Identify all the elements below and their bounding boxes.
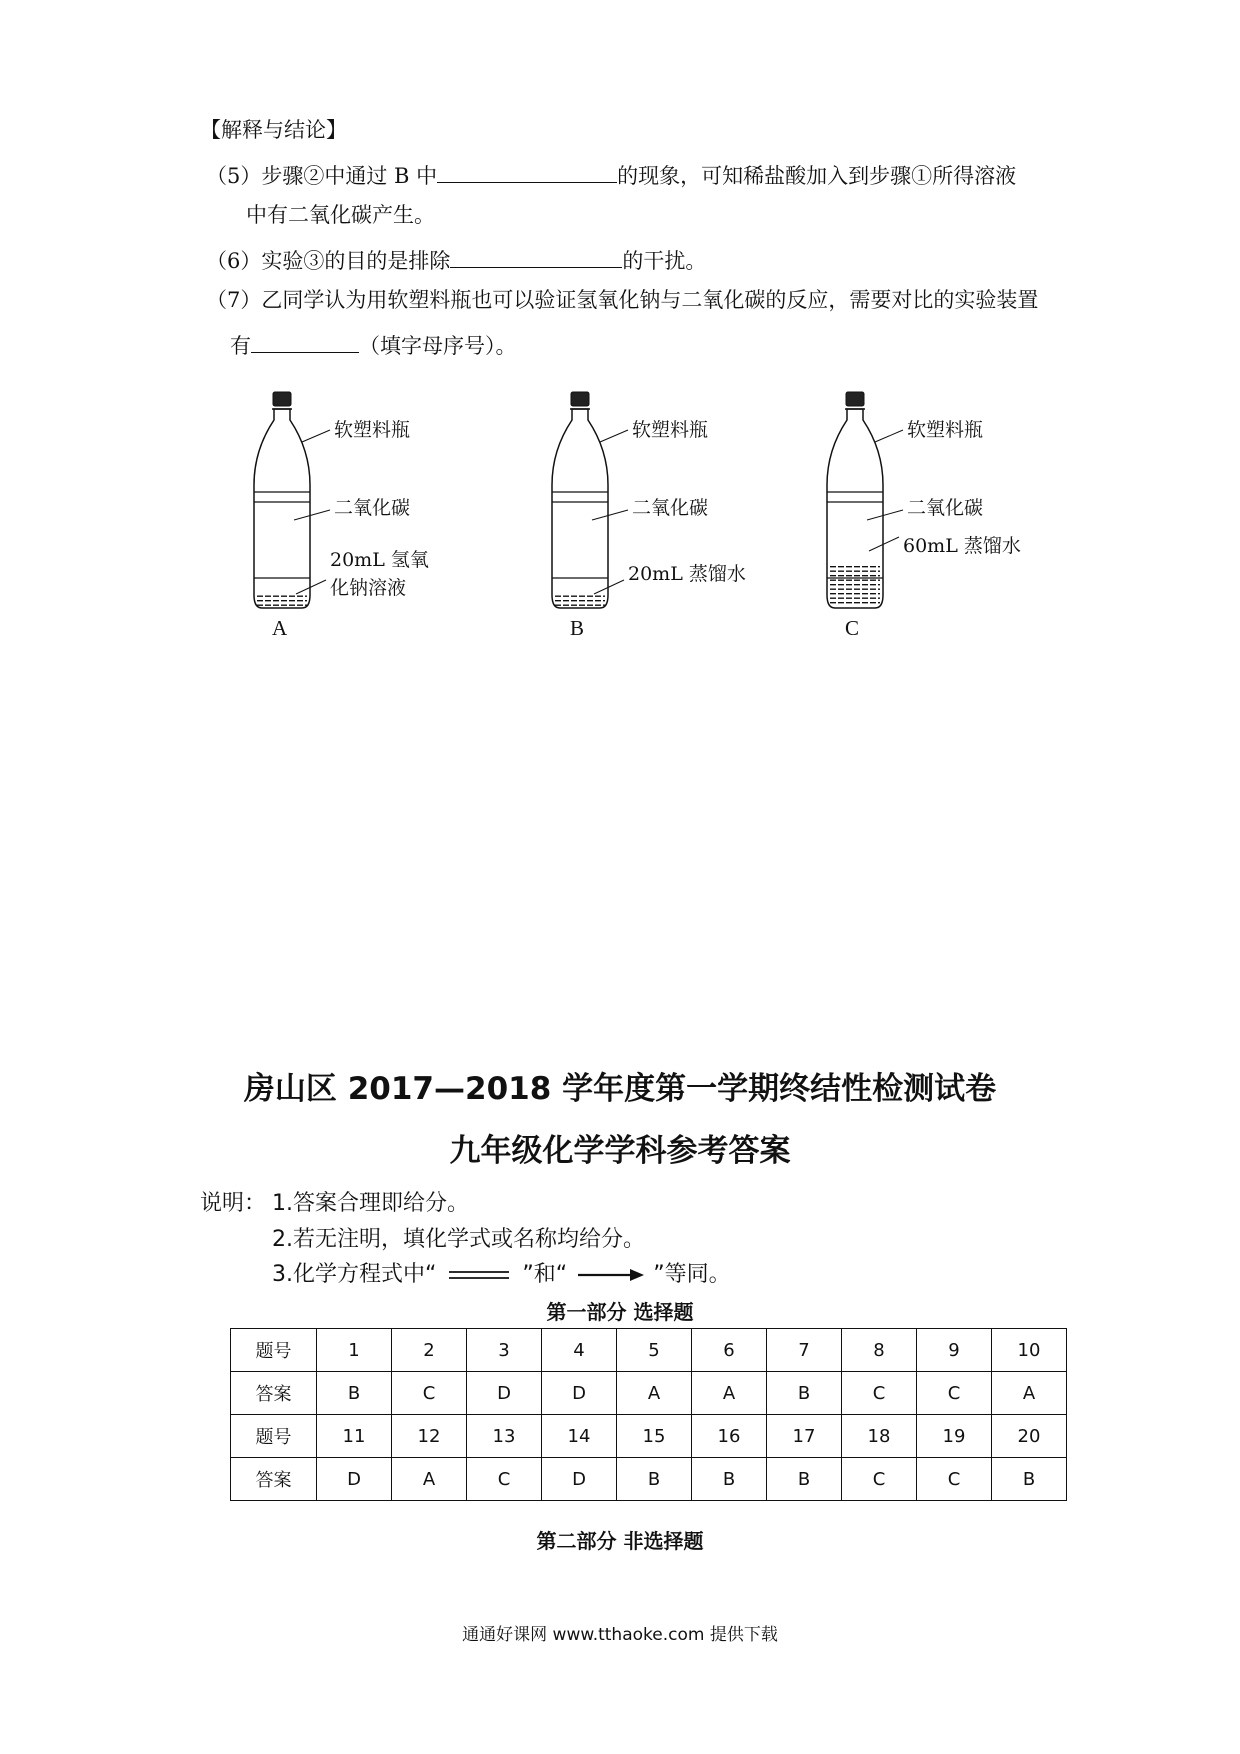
table-cell: 17	[767, 1415, 842, 1458]
table-cell: B	[692, 1458, 767, 1501]
question-6	[206, 249, 706, 272]
table-cell: D	[317, 1458, 392, 1501]
bottle-cap-icon	[273, 392, 291, 406]
leader-line	[600, 430, 628, 442]
bottle-liquid	[257, 596, 307, 605]
q6-blank[interactable]	[450, 249, 622, 268]
bottle-letter: B	[570, 616, 585, 640]
row-label-cell: 题号	[231, 1415, 317, 1458]
bottle-liquid-label: 化钠溶液	[330, 577, 407, 599]
answer-table-wrap	[230, 1328, 1067, 1501]
note-3-b: ”和“	[522, 1262, 568, 1287]
table-cell: 16	[692, 1415, 767, 1458]
table-cell: 9	[917, 1329, 992, 1372]
bottle-cap-icon	[846, 392, 864, 406]
bottle-liquid	[830, 567, 880, 603]
table-cell: 13	[467, 1415, 542, 1458]
bottle-b	[552, 392, 628, 608]
leader-line	[302, 430, 330, 442]
table-cell: 11	[317, 1415, 392, 1458]
bottle-gas-label: 二氧化碳	[632, 497, 709, 519]
table-cell: C	[467, 1458, 542, 1501]
table-cell: C	[842, 1458, 917, 1501]
table-cell: A	[692, 1372, 767, 1415]
row-label-cell: 题号	[231, 1329, 317, 1372]
table-cell: C	[917, 1458, 992, 1501]
leader-line	[867, 510, 903, 520]
q6-suffix: 的干扰。	[622, 249, 707, 273]
bottle-top-label: 软塑料瓶	[334, 419, 411, 441]
table-cell: 18	[842, 1415, 917, 1458]
table-cell: 20	[992, 1415, 1067, 1458]
table-cell: 4	[542, 1329, 617, 1372]
question-number-row	[231, 1415, 1067, 1458]
table-cell: B	[767, 1372, 842, 1415]
answer-table	[230, 1328, 1067, 1501]
row-label-cell: 答案	[231, 1372, 317, 1415]
leader-line	[875, 430, 903, 442]
q5-blank[interactable]	[437, 164, 617, 183]
q5-prefix: （5）步骤②中通过 B 中	[206, 164, 438, 188]
arrow-right-icon	[574, 1267, 646, 1283]
question-number-row	[231, 1329, 1067, 1372]
table-cell: A	[992, 1372, 1067, 1415]
q7-suffix: （填字母序号）。	[359, 334, 517, 358]
table-cell: 10	[992, 1329, 1067, 1372]
bottle-letter: A	[272, 616, 288, 640]
table-cell: 12	[392, 1415, 467, 1458]
table-cell: 8	[842, 1329, 917, 1372]
note-3	[272, 1257, 731, 1288]
leader-line	[296, 580, 326, 594]
answer-row	[231, 1372, 1067, 1415]
bottle-figure	[0, 380, 1240, 640]
bottle-liquid-label: 20mL 氢氧	[330, 549, 429, 571]
answer-row	[231, 1458, 1067, 1501]
bottle-gas-label: 二氧化碳	[907, 497, 984, 519]
bottle-top-label: 软塑料瓶	[907, 419, 984, 441]
section-heading: 【解释与结论】	[200, 118, 347, 142]
note-3-a: 3.化学方程式中“	[272, 1262, 437, 1287]
note-1: 1.答案合理即给分。	[272, 1191, 469, 1216]
answer-title-1: 房山区 2017—2018 学年度第一学期终结性检测试卷	[243, 1071, 997, 1107]
part2-title: 第二部分 非选择题	[536, 1529, 704, 1553]
table-cell: B	[992, 1458, 1067, 1501]
bottle-letter: C	[845, 616, 860, 640]
bottle-top-label: 软塑料瓶	[632, 419, 709, 441]
table-cell: D	[467, 1372, 542, 1415]
table-cell: 2	[392, 1329, 467, 1372]
table-cell: A	[392, 1458, 467, 1501]
bottle-c	[827, 392, 903, 608]
answer-title-2: 九年级化学学科参考答案	[449, 1133, 791, 1169]
row-label-cell: 答案	[231, 1458, 317, 1501]
table-cell: A	[617, 1372, 692, 1415]
table-cell: C	[392, 1372, 467, 1415]
notes-label: 说明：	[200, 1191, 267, 1216]
q7-prefix: 有	[230, 334, 251, 358]
bottle-liquid	[555, 596, 605, 605]
q5-suffix: 的现象，可知稀盐酸加入到步骤①所得溶液	[617, 164, 1017, 188]
q7-line1: （7）乙同学认为用软塑料瓶也可以验证氢氧化钠与二氧化碳的反应，需要对比的实验装置	[206, 288, 1039, 312]
double-line-equals-icon	[443, 1267, 515, 1283]
table-cell: B	[317, 1372, 392, 1415]
question-7	[230, 334, 517, 357]
table-cell: B	[767, 1458, 842, 1501]
table-cell: B	[617, 1458, 692, 1501]
note-3-c: ”等同。	[653, 1262, 731, 1287]
note-2: 2.若无注明，填化学式或名称均给分。	[272, 1227, 645, 1252]
table-cell: 7	[767, 1329, 842, 1372]
table-cell: 1	[317, 1329, 392, 1372]
bottle-gas-label: 二氧化碳	[334, 497, 411, 519]
table-cell: C	[917, 1372, 992, 1415]
leader-line	[594, 580, 624, 594]
bottle-a	[254, 392, 330, 608]
bottle-cap-icon	[571, 392, 589, 406]
table-cell: 5	[617, 1329, 692, 1372]
q5-line2: 中有二氧化碳产生。	[246, 203, 435, 227]
q6-prefix: （6）实验③的目的是排除	[206, 249, 451, 273]
bottles-svg	[0, 380, 1240, 640]
page-footer: 通通好课网 www.tthaoke.com 提供下载	[462, 1625, 778, 1645]
table-cell: D	[542, 1458, 617, 1501]
table-cell: 3	[467, 1329, 542, 1372]
table-cell: D	[542, 1372, 617, 1415]
table-cell: 14	[542, 1415, 617, 1458]
leader-line	[294, 510, 330, 520]
bottle-liquid-label: 60mL 蒸馏水	[903, 535, 1021, 557]
table-cell: 6	[692, 1329, 767, 1372]
table-cell: 19	[917, 1415, 992, 1458]
answer-table-body	[231, 1329, 1067, 1501]
part1-title: 第一部分 选择题	[546, 1300, 694, 1324]
table-cell: 15	[617, 1415, 692, 1458]
table-cell: C	[842, 1372, 917, 1415]
q7-blank[interactable]	[251, 334, 359, 353]
leader-line	[592, 510, 628, 520]
leader-line	[869, 537, 899, 551]
bottle-liquid-label: 20mL 蒸馏水	[628, 563, 746, 585]
question-5	[206, 164, 1016, 187]
